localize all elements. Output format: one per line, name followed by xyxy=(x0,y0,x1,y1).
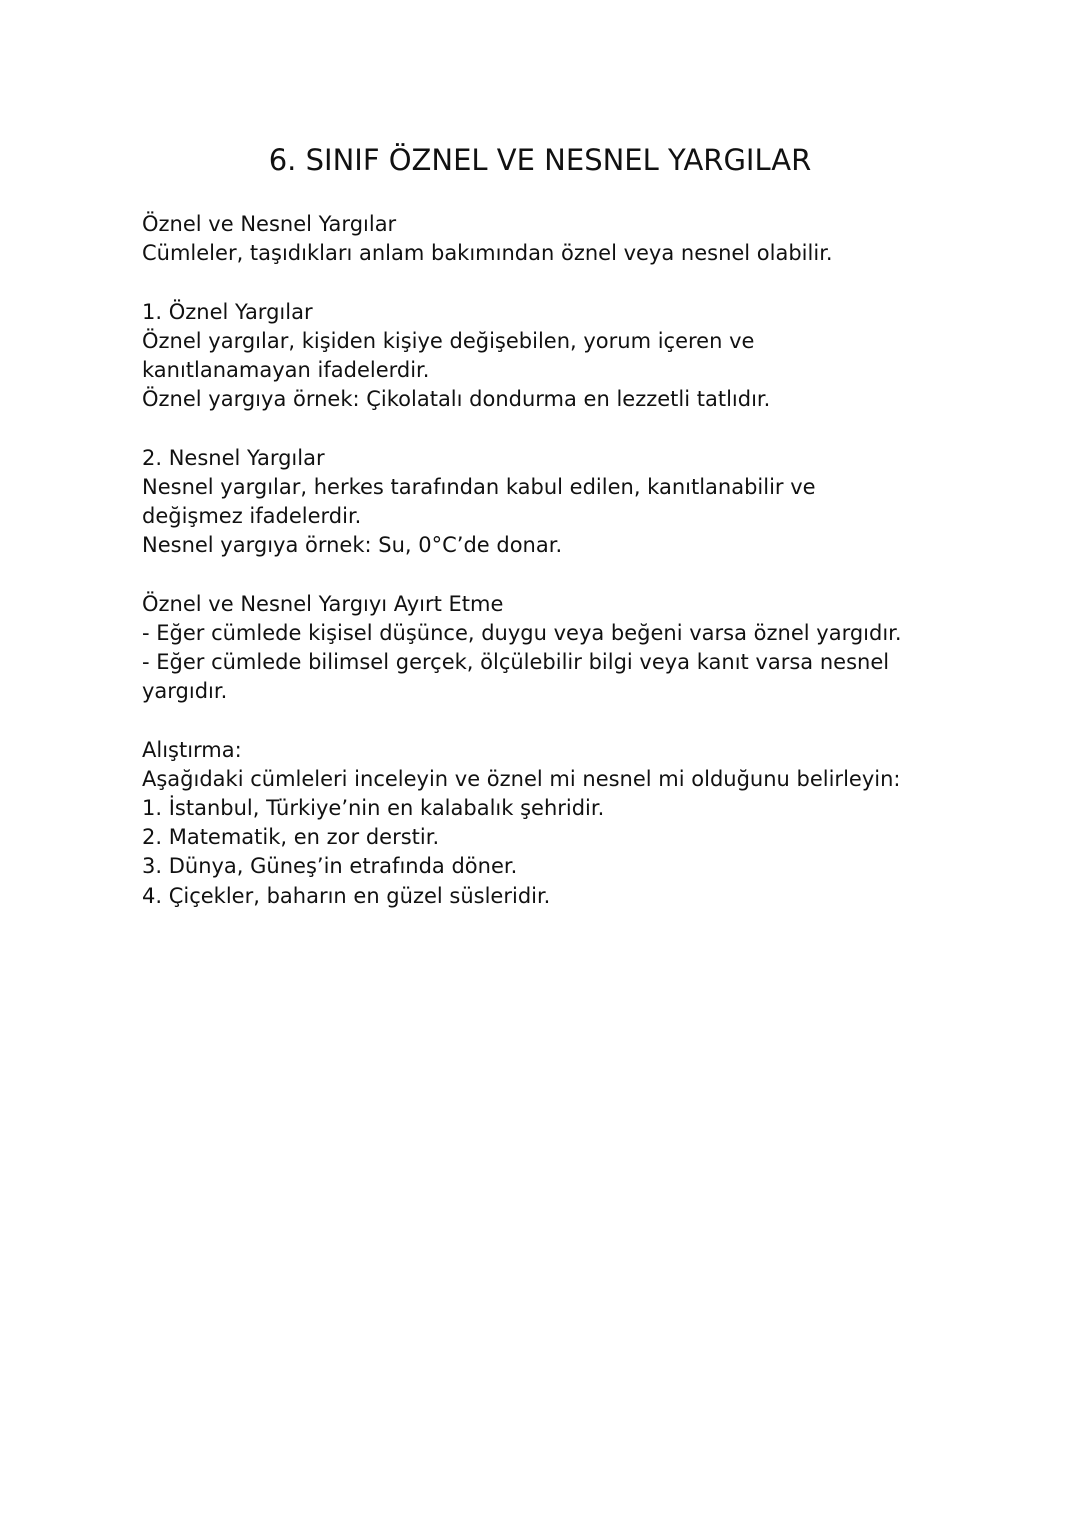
subjective-definition-line-2: kanıtlanamayan ifadelerdir. xyxy=(142,358,430,382)
page-title: 6. SINIF ÖZNEL VE NESNEL YARGILAR xyxy=(268,143,812,177)
exercise-item: 1. İstanbul, Türkiye’nin en kalabalık şehridir. xyxy=(142,796,605,820)
subjective-heading: 1. Öznel Yargılar xyxy=(142,299,313,324)
intro-text: Cümleler, taşıdıkları anlam bakımından öznel veya nesnel olabilir. xyxy=(142,241,833,266)
paragraph-gap xyxy=(142,706,1002,735)
objective-definition-line-1: Nesnel yargılar, herkes tarafından kabul edilen, kanıtlanabilir ve xyxy=(142,474,816,499)
intro-heading: Öznel ve Nesnel Yargılar xyxy=(142,212,397,236)
exercise-item: 2. Matematik, en zor derstir. xyxy=(142,825,440,850)
distinguish-rule-objective-line-2: yargıdır. xyxy=(142,679,228,704)
objective-heading: 2. Nesnel Yargılar xyxy=(142,445,325,470)
paragraph-gap xyxy=(142,560,1002,589)
exercise-item: 3. Dünya, Güneş’in etrafında döner. xyxy=(142,854,518,879)
objective-definition-line-2: değişmez ifadelerdir. xyxy=(142,504,362,528)
paragraph-gap xyxy=(142,268,1002,297)
exercise-item: 4. Çiçekler, baharın en güzel süsleridir. xyxy=(142,883,551,908)
subjective-example: Öznel yargıya örnek: Çikolatalı dondurma en lezzetli tatlıdır. xyxy=(142,387,771,412)
document-body xyxy=(142,210,1002,911)
objective-example: Nesnel yargıya örnek: Su, 0°C’de donar. xyxy=(142,533,563,558)
exercise-heading: Alıştırma: xyxy=(142,737,242,762)
paragraph-gap xyxy=(142,414,1002,443)
distinguish-rule-subjective: - Eğer cümlede kişisel düşünce, duygu veya beğeni varsa öznel yargıdır. xyxy=(142,620,902,645)
exercise-instruction: Aşağıdaki cümleleri inceleyin ve öznel mi nesnel mi olduğunu belirleyin: xyxy=(142,766,901,791)
distinguish-heading: Öznel ve Nesnel Yargıyı Ayırt Etme xyxy=(142,591,504,616)
distinguish-rule-objective-line-1: - Eğer cümlede bilimsel gerçek, ölçülebilir bilgi veya kanıt varsa nesnel xyxy=(142,650,890,674)
subjective-definition-line-1: Öznel yargılar, kişiden kişiye değişebilen, yorum içeren ve xyxy=(142,328,755,353)
